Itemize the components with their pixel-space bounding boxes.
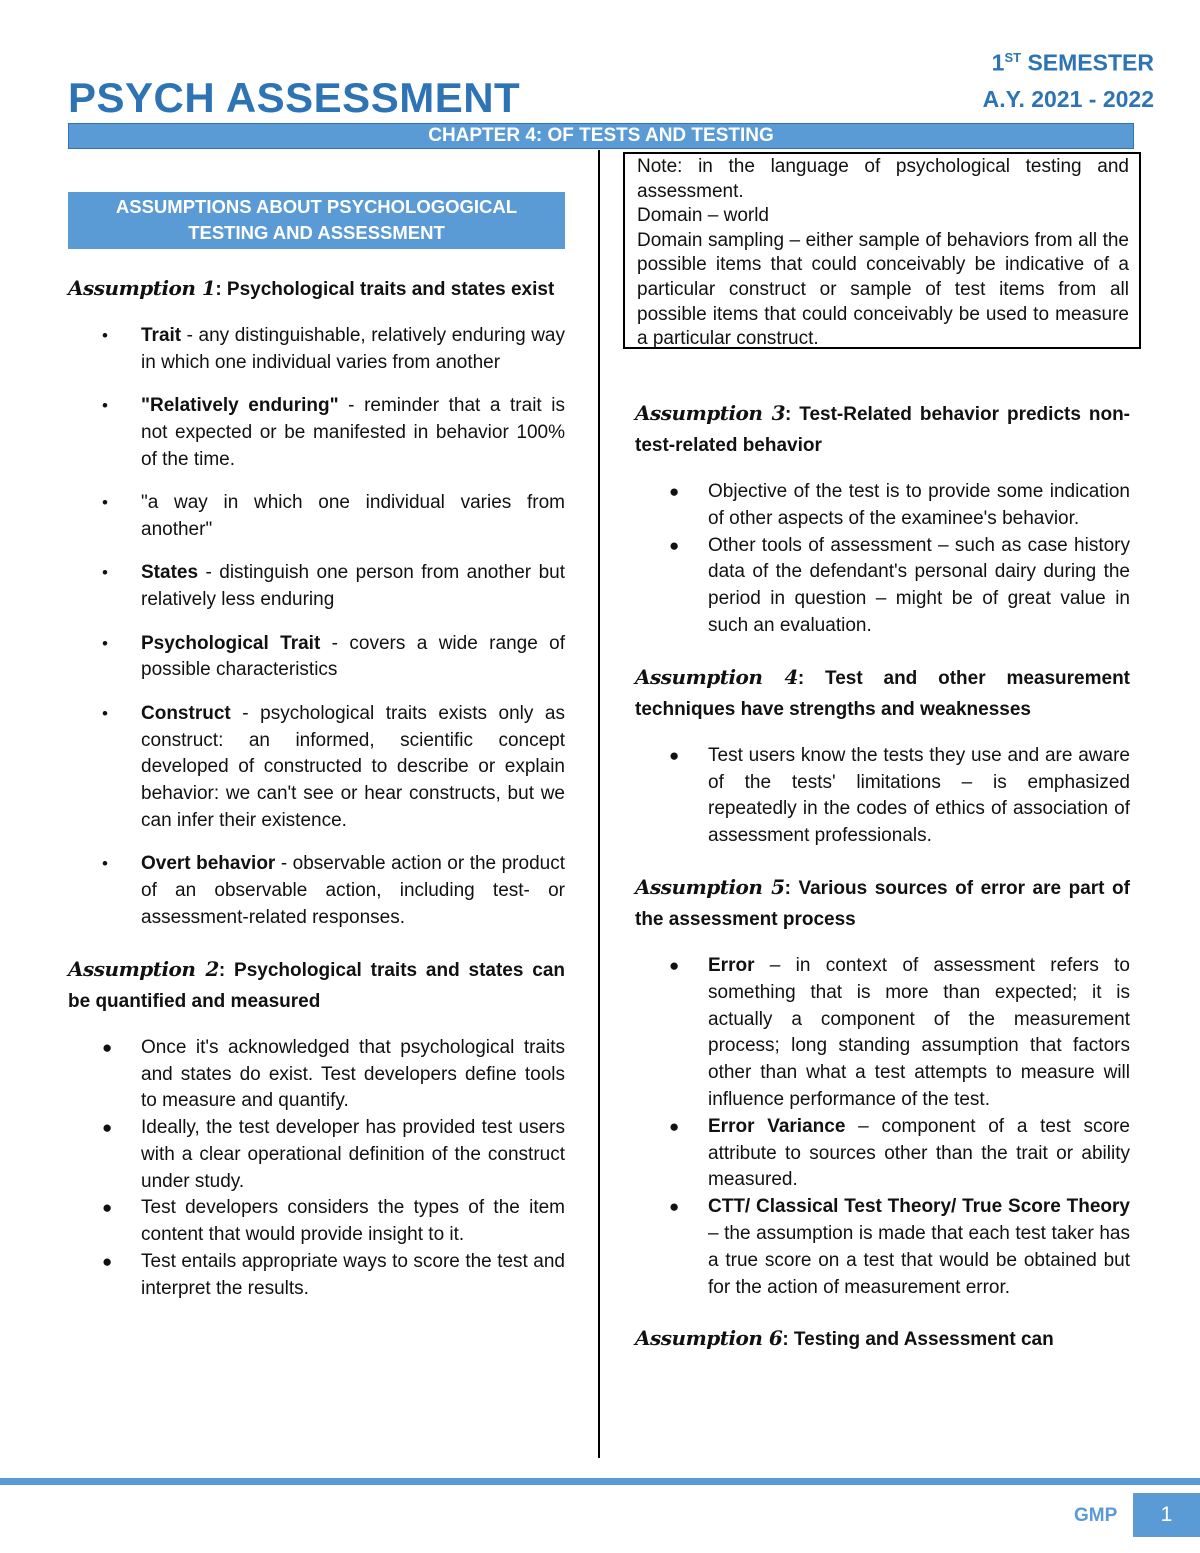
list-item: ● Error – in context of assessment refers to something that is more than expected; it is actually a component of the measurement process; long standing assumption that factors other than what a test attempts to measure will influence performance of the test.: [669, 954, 1130, 1110]
list-item: ● Test entails appropriate ways to score the test and interpret the results.: [102, 1251, 565, 1299]
column-divider: [598, 150, 600, 1458]
list-item: • "Relatively enduring" - reminder that a trait is not expected or be manifested in behavior 100% of the time.: [102, 395, 565, 470]
list-item: • Construct - psychological traits exists only as construct: an informed, scientific concept developed of constructed to describe or explain behavior: we can't see or hear constructs, but we can infer their existence.: [102, 702, 565, 831]
note-line: Note: in the language of psychological testing and assessment.: [637, 156, 1129, 202]
assumption-heading: Assumption 1: Psychological traits and states exist: [68, 276, 555, 300]
section-title: ASSUMPTIONS ABOUT PSYCHOLOGOGICAL TESTING AND ASSESSMENT: [68, 192, 565, 249]
list-item: • Trait - any distinguishable, relatively enduring way in which one individual varies from another: [102, 325, 565, 373]
assumption-list: [68, 323, 565, 932]
semester-block: [983, 40, 1154, 117]
footer-author: GMP: [1074, 1505, 1118, 1526]
left-column: [68, 192, 565, 1325]
list-item: • "a way in which one individual varies from another": [102, 492, 565, 540]
list-item: ● Test users know the tests they use and are aware of the tests' limitations – is emphasized repeatedly in the codes of ethics of association of assessment professionals.: [669, 744, 1130, 847]
footer-rule: [0, 1478, 1200, 1485]
list-item: ● Test developers considers the types of the item content that would provide insight to it.: [102, 1197, 565, 1246]
page-number: 1: [1133, 1493, 1200, 1537]
assumption-list: [635, 479, 1130, 640]
list-item: • Psychological Trait - covers a wide range of possible characteristics: [102, 632, 566, 681]
list-item: ● Once it's acknowledged that psychological traits and states do exist. Test developers define tools to measure and quantify.: [102, 1036, 565, 1112]
list-item: • Overt behavior - observable action or the product of an observable action, including test- or assessment-related responses.: [102, 853, 565, 928]
list-item: • States - distinguish one person from another but relatively less enduring: [102, 562, 565, 611]
assumption-heading: Assumption 6: Testing and Assessment can: [635, 1326, 1054, 1351]
note-line: Domain – world: [637, 205, 769, 227]
assumption-heading: Assumption 5: Various sources of error are part of the assessment process: [635, 874, 1130, 930]
list-item: ● Objective of the test is to provide some indication of other aspects of the examinee's behavior.: [669, 481, 1130, 529]
assumption-heading: Assumption 3: Test-Related behavior predicts non-test-related behavior: [635, 401, 1130, 456]
list-item: ● Ideally, the test developer has provided test users with a clear operational definition of the construct under study.: [102, 1117, 565, 1192]
chapter-title-bar: CHAPTER 4: OF TESTS AND TESTING: [68, 123, 1134, 149]
right-column: [635, 398, 1130, 1373]
assumption-list: [635, 953, 1130, 1301]
note-line: Domain sampling – either sample of behaviors from all the possible items that could conceivably be indicative of a particular construct or sample of test items from all possible items that could conceivably be used to measure a particular construct.: [637, 229, 1129, 350]
semester-line: 1ST SEMESTER: [991, 49, 1154, 76]
assumption-heading: Assumption 2: Psychological traits and states can be quantified and measured: [68, 956, 565, 1012]
page-title: PSYCH ASSESSMENT: [68, 74, 521, 121]
list-item: ● Error Variance – component of a test score attribute to sources other than the trait or ability measured.: [669, 1115, 1130, 1191]
assumption-list: [68, 1035, 565, 1303]
list-item: ● Other tools of assessment – such as case history data of the defendant's personal dairy during the period in question – might be of great value in such an evaluation.: [669, 534, 1130, 636]
list-item: ● CTT/ Classical Test Theory/ True Score Theory – the assumption is made that each test taker has a true score on a test that would be obtained but for the action of measurement error.: [669, 1196, 1130, 1298]
assumption-list: [635, 743, 1130, 850]
note-box: [623, 152, 1141, 349]
academic-year: A.Y. 2021 - 2022: [982, 85, 1154, 112]
assumption-heading: Assumption 4: Test and other measurement techniques have strengths and weaknesses: [635, 664, 1130, 720]
